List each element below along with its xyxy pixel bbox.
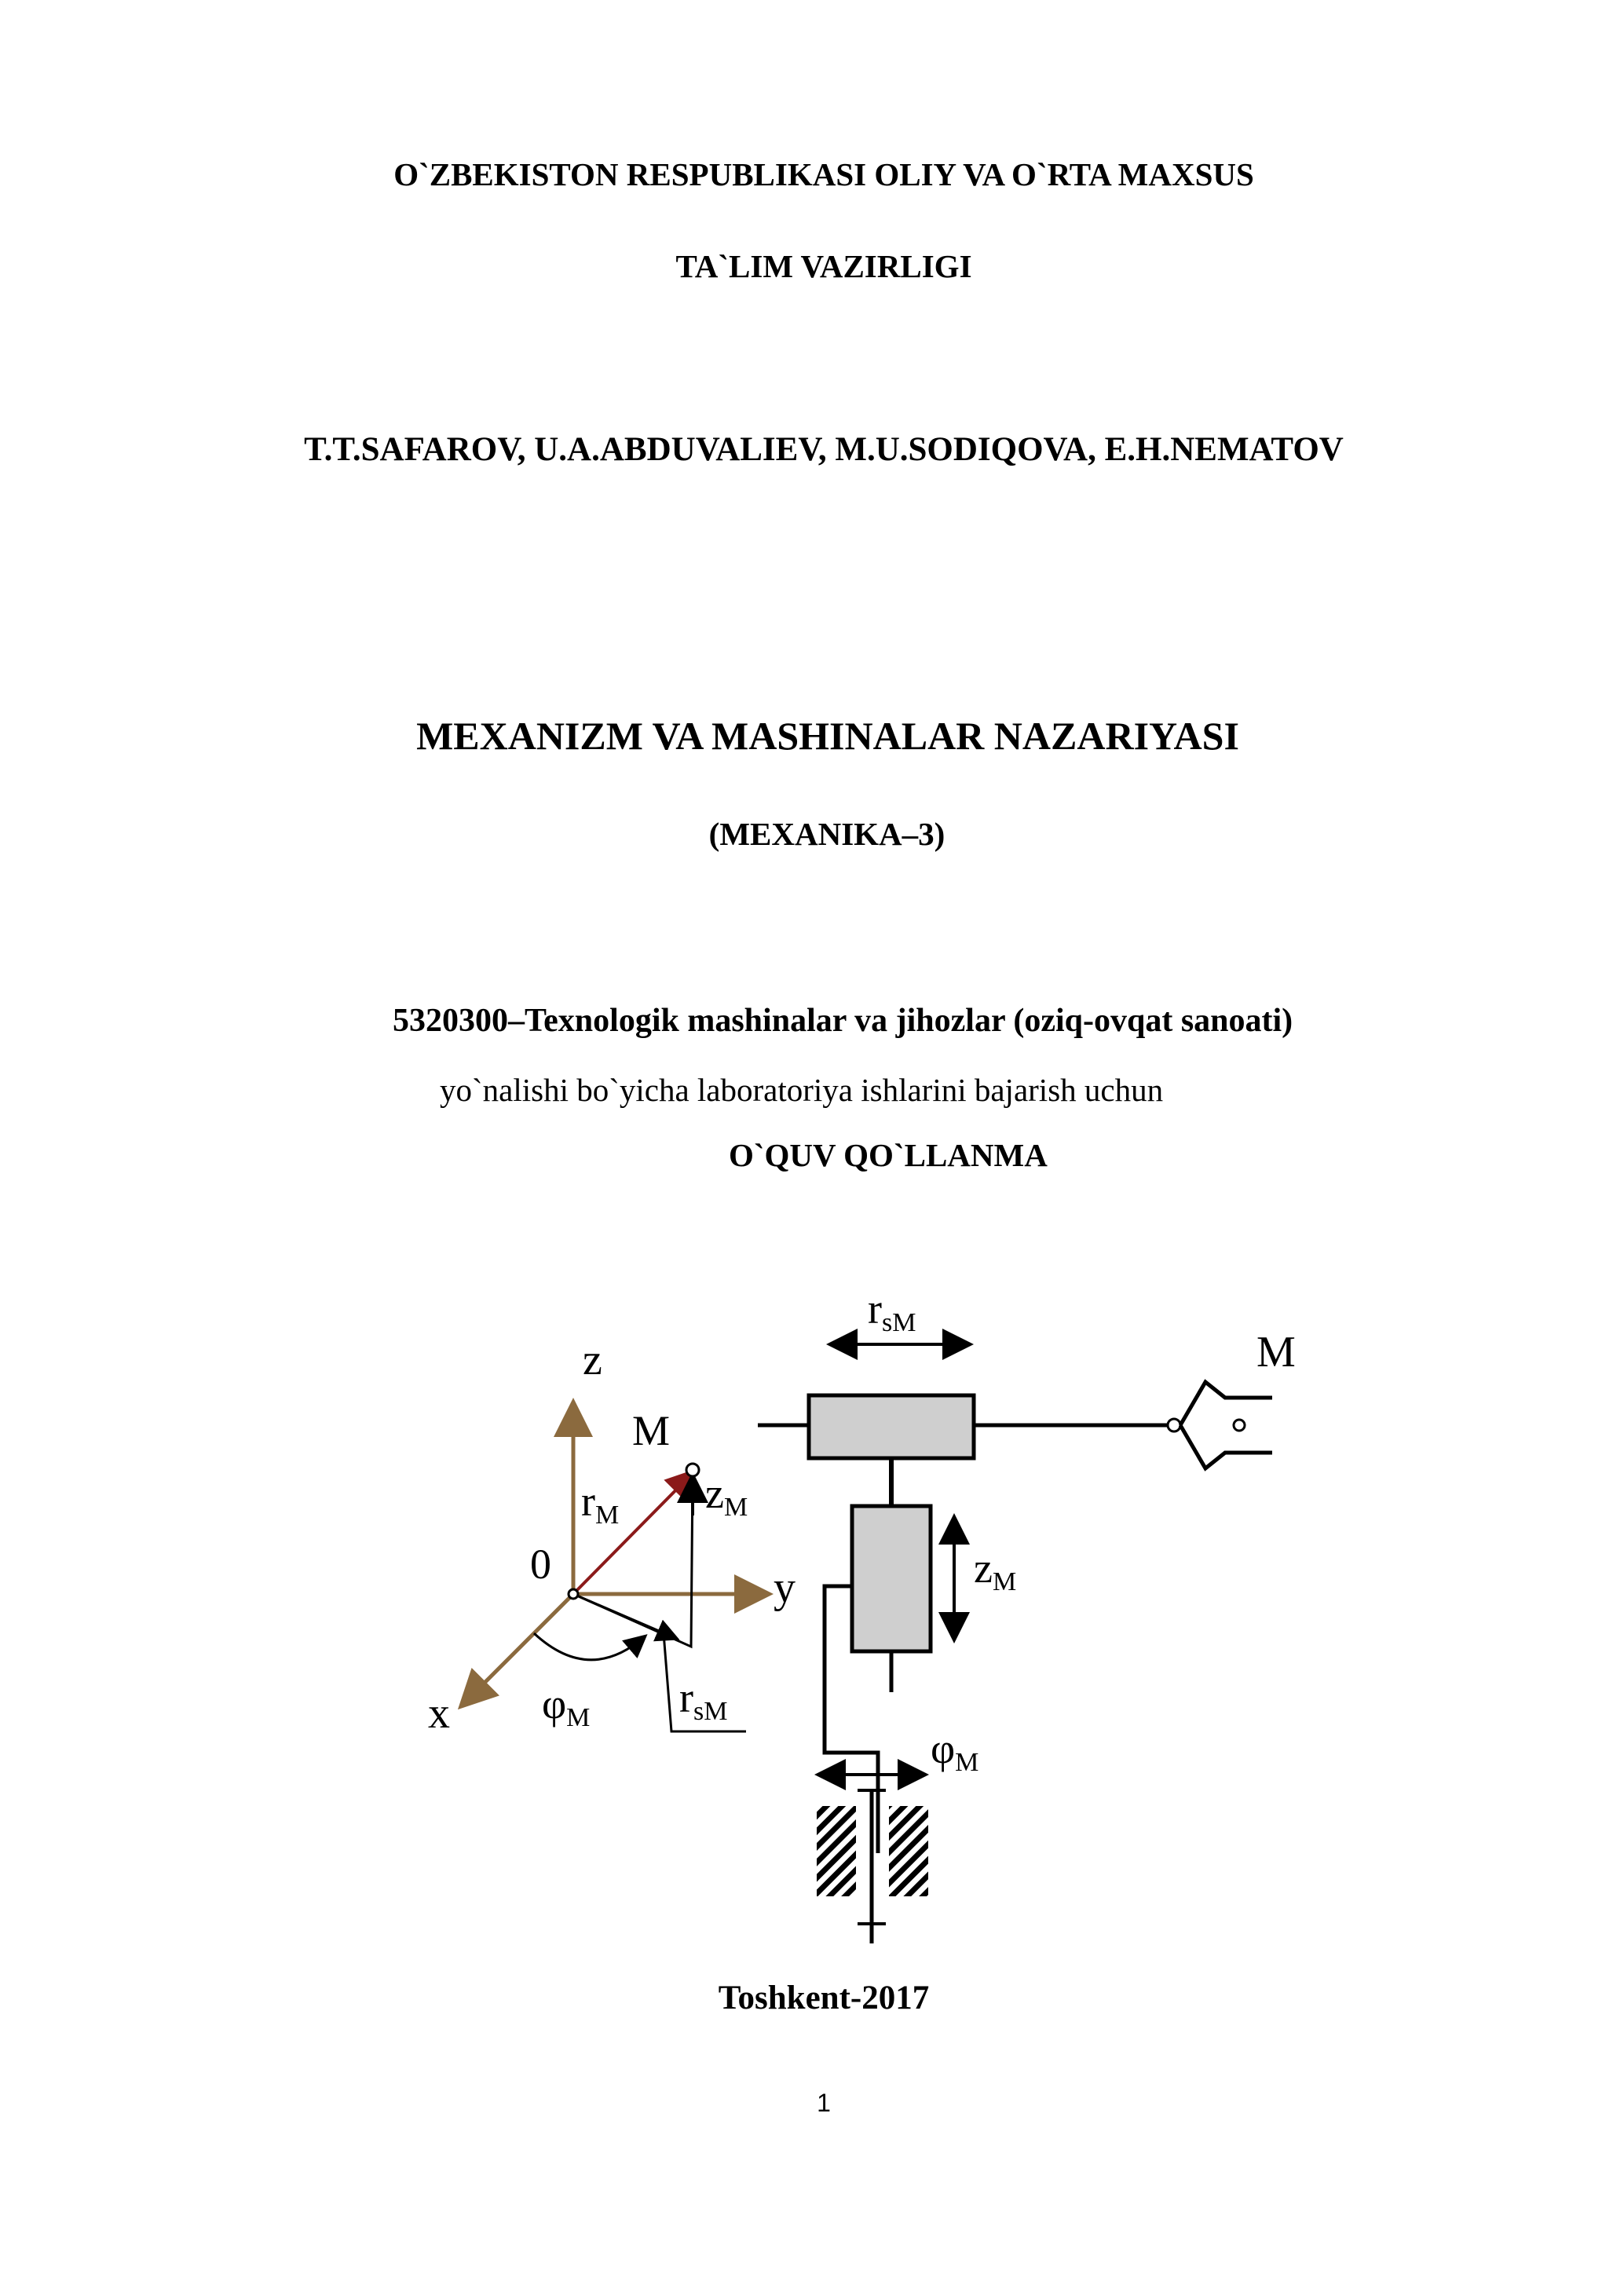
label-rm: rM: [581, 1478, 620, 1530]
ministry-title-line-1: O`ZBEKISTON RESPUBLIKASI OLIY VA O`RTA MAXSUS: [393, 156, 1254, 192]
authors: T.T.SAFAROV, U.A.ABDUVALIEV, M.U.SODIQOVA, E.H.NEMATOV: [304, 431, 1344, 468]
specialty-code: 5320300–Texnologik mashinalar va jihozlar (oziq-ovqat sanoati): [393, 1003, 1293, 1039]
ministry-title-line-2: TA`LIM VAZIRLIGI: [675, 248, 972, 284]
label-rsm-left: rsM: [679, 1674, 728, 1726]
gripper-jaws: [1180, 1382, 1272, 1468]
origin-point: [569, 1589, 578, 1599]
label-m-right: M: [1256, 1328, 1296, 1377]
bearing-right: [889, 1806, 928, 1896]
label-m-left: M: [632, 1407, 671, 1454]
label-y: y: [774, 1563, 796, 1612]
book-title: MEXANIZM VA MASHINALAR NAZARIYASI: [416, 714, 1239, 758]
page-number: 1: [817, 2089, 831, 2117]
city-year: Toshkent-2017: [718, 1980, 930, 2016]
publication-kind: O`QUV QO`LLANMA: [729, 1137, 1048, 1173]
label-x: x: [428, 1689, 450, 1738]
book-subtitle: (MEXANIKA–3): [708, 816, 946, 852]
label-origin: 0: [530, 1541, 551, 1588]
gripper-joint: [1168, 1419, 1180, 1431]
point-m-left: [686, 1464, 699, 1476]
label-zm-right: zM: [974, 1545, 1017, 1596]
label-zm: zM: [705, 1470, 748, 1522]
label-rsm-top: rsM: [868, 1285, 916, 1337]
horizontal-slider: [809, 1395, 974, 1458]
manipulator-diagram: [408, 1256, 1319, 1947]
coordinate-system: [428, 1336, 796, 1738]
label-z: z: [583, 1336, 602, 1384]
phi-arc: [534, 1633, 644, 1660]
label-phi-right: φM: [931, 1725, 979, 1777]
vertical-slider: [852, 1506, 931, 1651]
rs-arrow: [573, 1594, 675, 1638]
manipulator-scheme: [758, 1285, 1296, 1943]
direction-text: yo`nalishi bo`yicha laboratoriya ishlarini bajarish uchun: [440, 1072, 1164, 1108]
gripper-point: [1234, 1420, 1245, 1431]
bearing-left: [817, 1806, 856, 1896]
label-phi-left: φM: [542, 1680, 591, 1732]
